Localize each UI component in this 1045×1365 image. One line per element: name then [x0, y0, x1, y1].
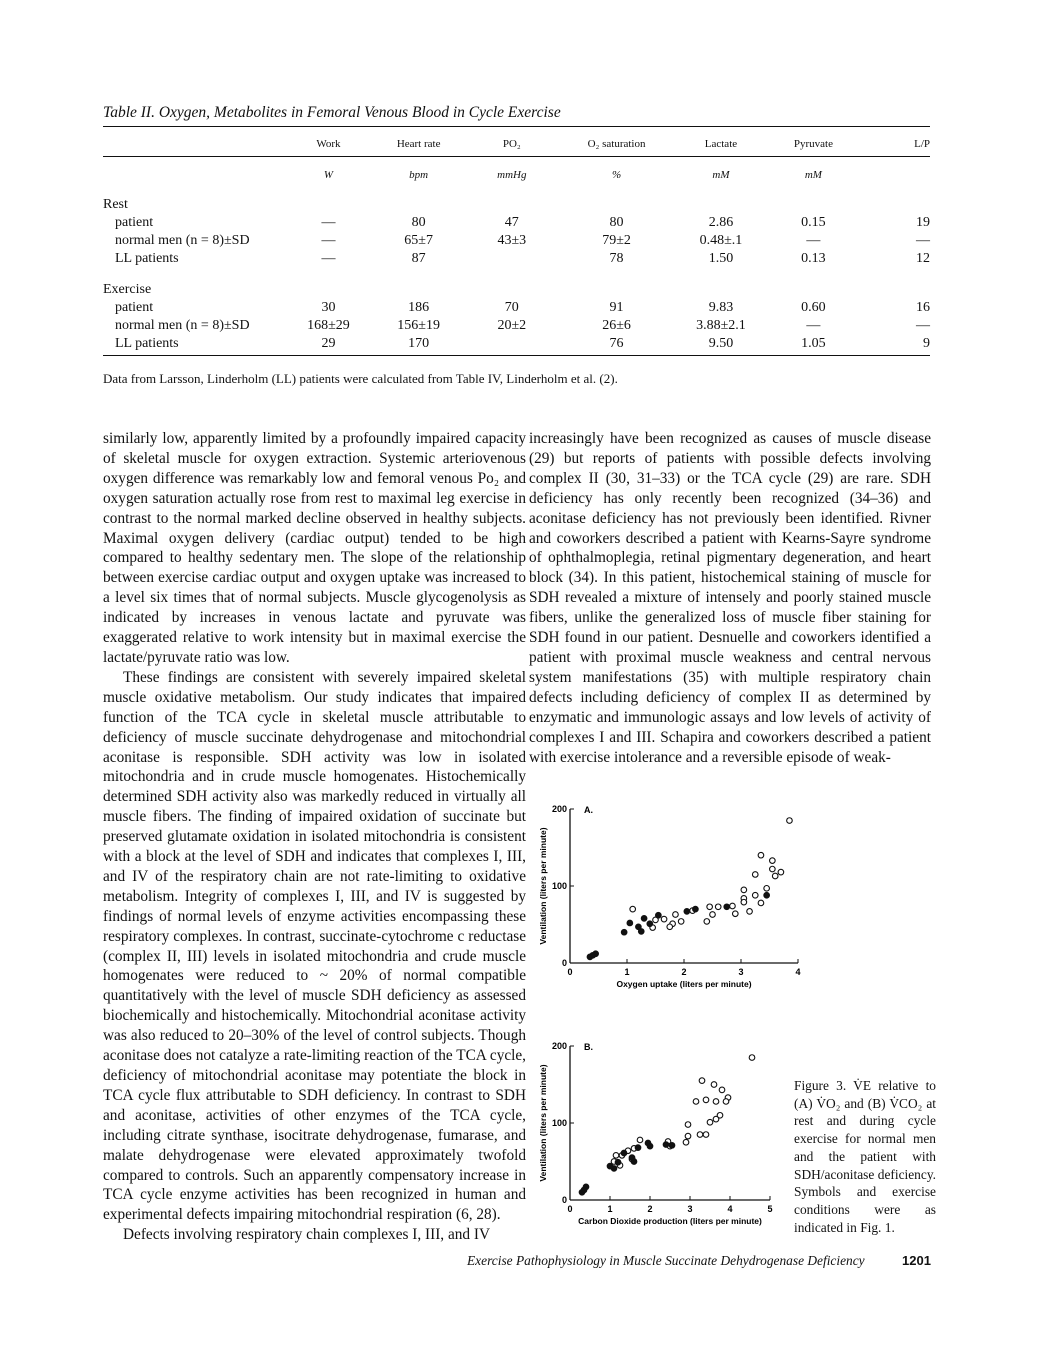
data-point-open: [741, 887, 747, 893]
table-header-cell: L/P: [914, 138, 930, 150]
data-point-open: [715, 904, 721, 910]
x-tick-label: 2: [681, 967, 687, 977]
data-point-filled: [684, 909, 690, 915]
table-cell: 9: [923, 336, 930, 351]
data-point-open: [723, 1099, 729, 1105]
table-cell: 2.86: [708, 215, 734, 230]
table-cell: 0.48±.1: [699, 233, 743, 248]
table-cell: [470, 268, 554, 299]
body-paragraph: similarly low, apparently limited by a profoundly impaired capacity of skeletal muscle for oxygen extraction. Systemic arteriovenous oxygen difference was remarkably low and femoral venous Po₂ and oxygen saturation actually rose from rest to maximal leg exercise in contrast to the normal marked decline observed in healthy subjects. Maximal oxygen delivery (cardiac output) tended to be high compared to healthy sedentary men. The slope of the relationship between exercise cardiac output and oxygen uptake was increased to a level six times that of normal subjects. Muscle glycogenolysis as indicated by increases in venous lactate and pyruvate was exaggerated relative to work intensity but in maximal exercise the lactate/pyruvate ratio was low.: [103, 430, 526, 666]
data-point-filled: [631, 1159, 637, 1165]
table-header-cell: O₂ saturation: [587, 138, 646, 150]
table-cell: [554, 268, 680, 299]
table-cell: [762, 268, 864, 299]
table-cell: 19: [916, 215, 930, 230]
data-point-open: [764, 886, 770, 892]
table-row-label: LL patients: [115, 251, 179, 266]
data-point-open: [697, 1132, 703, 1138]
table-cell: 65±7: [404, 233, 433, 248]
data-point-open: [661, 916, 667, 922]
data-point-open: [704, 919, 710, 925]
table-unit-cell: bpm: [409, 169, 429, 181]
x-tick-label: 4: [795, 967, 801, 977]
data-point-open: [713, 1116, 719, 1122]
table-cell: [762, 187, 864, 214]
table-cell: [679, 187, 762, 214]
data-point-open: [711, 1082, 717, 1088]
table-cell: 186: [408, 300, 430, 315]
table-cell: 9.83: [708, 300, 734, 315]
y-tick-label: 0: [561, 1195, 567, 1205]
data-point-filled: [615, 1159, 621, 1165]
data-point-filled: [647, 1143, 653, 1149]
page-number: 1201: [902, 1253, 931, 1268]
y-tick-label: 200: [551, 1041, 567, 1051]
x-tick-label: 0: [567, 1204, 573, 1214]
data-point-open: [787, 818, 793, 824]
y-axis-label: Ventilation (liters per minute): [538, 1064, 548, 1182]
data-point-filled: [641, 916, 647, 922]
table-header-cell: PO₂: [502, 138, 521, 150]
data-point-open: [770, 858, 776, 864]
data-point-open: [730, 903, 736, 909]
data-point-open: [685, 1122, 691, 1128]
data-point-open: [707, 904, 713, 910]
table-unit-cell: mmHg: [497, 169, 527, 181]
figure-3a-chart: [525, 785, 801, 995]
body-paragraph: increasingly have been recognized as causes of muscle disease (29) but reports of patients with possible defects involving complex II (30, 31–33) or the TCA cycle (29) are rare. SDH deficiency has only recently been recognized (34–36) and aconitase deficiency has not previously been identified. Rivner and coworkers described a patient with Kearns-Sayre syndrome of ophthalmoplegia, retinal pigmentary degeneration, and heart block (34). In this patient, histochemical staining of muscle for SDH revealed a mixture of intensely and poorly stained muscle fibers, unlike the generalized loss of muscle fiber staining for SDH found in our patient. Desnuelle and coworkers identified a patient with proximal muscle weakness and central nervous system manifestations (35) with multiple respiratory chain defects including deficiency of complex II as determined by enzymatic and immunologic assays and low levels of activity of complexes I and III. Schapira and coworkers described a patient with exercise intolerance and a reversible episode of weak-: [529, 430, 931, 766]
data-point-open: [778, 869, 784, 875]
data-point-filled: [764, 892, 770, 898]
table-cell: 47: [504, 215, 519, 230]
data-point-open: [719, 1087, 725, 1093]
data-point-filled: [663, 1142, 669, 1148]
table-top-rule: [103, 126, 930, 127]
data-table: [103, 128, 930, 353]
y-tick-label: 0: [561, 958, 567, 968]
table-row-label: patient: [115, 300, 154, 315]
data-point-filled: [590, 953, 596, 959]
table-cell: 30: [321, 300, 336, 315]
data-point-open: [703, 1132, 709, 1138]
panel-label: A.: [584, 805, 593, 815]
data-point-filled: [621, 1150, 627, 1156]
table-row-label: LL patients: [115, 336, 179, 351]
table-cell: —: [806, 233, 821, 248]
table-cell: 12: [916, 251, 930, 266]
table-caption: Table II. Oxygen, Metabolites in Femoral Venous Blood in Cycle Exercise: [103, 104, 561, 121]
body-paragraph: Defects involving respiratory chain complexes I, III, and IV: [123, 1226, 490, 1244]
data-point-open: [630, 906, 636, 912]
y-axis-label: Ventilation (liters per minute): [538, 827, 548, 945]
table-unit-cell: %: [611, 169, 622, 181]
x-tick-label: 2: [647, 1204, 653, 1214]
table-cell: 70: [504, 300, 519, 315]
table-cell: 170: [408, 336, 430, 351]
data-point-filled: [581, 1187, 587, 1193]
data-point-open: [733, 911, 739, 917]
table-cell: 79±2: [602, 233, 631, 248]
data-point-filled: [638, 929, 644, 935]
table-cell: 1.05: [801, 336, 826, 351]
data-point-open: [707, 1119, 713, 1125]
x-axis-label: Carbon Dioxide production (liters per minute): [578, 1216, 762, 1226]
data-point-open: [667, 924, 673, 930]
data-point-filled: [635, 1145, 641, 1151]
table-cell: —: [321, 233, 336, 248]
table-cell: 80: [609, 215, 624, 230]
x-tick-label: 4: [727, 1204, 733, 1214]
table-bottom-rule: [103, 355, 930, 356]
x-tick-label: 3: [738, 967, 744, 977]
table-cell: 156±19: [397, 318, 440, 333]
table-cell: [470, 187, 554, 214]
body-paragraph: These findings are consistent with severely impaired skeletal muscle oxidative metabolism. Our study indicates that impaired function of the TCA cycle in skeletal muscle attributable to deficiency of muscle succinate dehydrogenase and mitochondrial aconitase is responsible. SDH activity was low in isolated mitochondria and in crude muscle homogenates. Histochemically determined SDH activity also was markedly reduced in virtually all muscle fibers. The finding of impaired oxidation of succinate but preserved glutamate oxidation in isolated mitochondria is consistent with a block at the level of SDH and indicates that complexes I, III, and IV of the respiratory chain are not rate-limiting to oxidative metabolism. Integrity of complexes I, III, and IV is suggested by findings of normal levels of enzyme activities encompassing these respiratory complexes. In contrast, succinate-cytochrome c reductase (complex II, III) levels in isolated mitochondria and crude muscle homogenates were reduced to ~ 20% of normal compatible quantitatively with the level of muscle SDH deficiency as assessed biochemically and histochemically. Mitochondrial aconitase activity was also reduced to 20–30% of the level of control subjects. Though aconitase does not catalyze a rate-limiting reaction of the TCA cycle, deficiency of mitochondrial aconitase may potentiate the block in TCA cycle flux attributable to SDH deficiency. In contrast to SDH and aconitase, activities of other enzymes of the TCA cycle, including citrate synthase, isocitrate dehydrogenase, fumarase, and malate dehydrogenase were elevated approximately twofold compared to controls. Such an apparently compensatory increase in TCA cycle enzyme activities has been recognized in human and experimental defects impairing mitochondrial respiration (6, 28).: [103, 668, 526, 1224]
table-cell: 9.50: [708, 336, 734, 351]
data-point-open: [693, 1099, 699, 1105]
table-note: Data from Larsson, Linderholm (LL) patients were calculated from Table IV, Linderholm et al. (2).: [103, 371, 618, 386]
table-section-title: Rest: [103, 197, 128, 212]
data-point-open: [758, 852, 764, 858]
table-cell: 0.60: [801, 300, 826, 315]
table-cell: [290, 187, 368, 214]
table-unit-stub: [103, 163, 290, 187]
table-cell: 78: [609, 251, 624, 266]
data-point-open: [710, 912, 716, 918]
table-cell: 26±6: [602, 318, 631, 333]
data-point-filled: [669, 1143, 675, 1149]
x-tick-label: 3: [687, 1204, 693, 1214]
table-cell: 20±2: [497, 318, 527, 333]
table-cell: —: [321, 251, 336, 266]
x-tick-label: 1: [624, 967, 630, 977]
x-axis-label: Oxygen uptake (liters per minute): [616, 979, 752, 989]
table-row-label: patient: [115, 215, 154, 230]
table-cell: 87: [411, 251, 426, 266]
table-cell: 16: [916, 300, 930, 315]
data-point-open: [752, 892, 758, 898]
data-point-open: [758, 900, 764, 906]
data-point-open: [747, 909, 753, 915]
table-unit-cell: mM: [712, 169, 730, 181]
body-column-right: [529, 429, 931, 767]
table-row-label: normal men (n = 8)±SD: [115, 233, 250, 248]
table-cell: [470, 250, 554, 268]
data-point-open: [637, 1137, 643, 1143]
table-cell: 91: [609, 300, 624, 315]
table-unit-cell: [864, 163, 930, 187]
data-point-open: [678, 919, 684, 925]
table-cell: 1.50: [708, 251, 734, 266]
data-point-open: [749, 1055, 755, 1061]
table-cell: [290, 268, 368, 299]
table-cell: 0.15: [801, 215, 826, 230]
table-cell: [679, 268, 762, 299]
data-point-open: [770, 866, 776, 872]
table-cell: —: [321, 215, 336, 230]
running-head: Exercise Pathophysiology in Muscle Succinate Dehydrogenase Deficiency: [467, 1253, 865, 1268]
data-point-open: [703, 1097, 709, 1103]
table-cell: 43±3: [497, 233, 527, 248]
table-cell: [367, 268, 470, 299]
body-column-left: [103, 429, 526, 1245]
x-tick-label: 0: [567, 967, 573, 977]
table-header-cell: Pyruvate: [793, 138, 833, 150]
data-point-open: [673, 912, 679, 918]
table-unit-cell: W: [323, 169, 334, 181]
table-cell: 80: [411, 215, 426, 230]
table-header-cell: Heart rate: [396, 138, 441, 150]
table-cell: —: [916, 233, 930, 248]
data-point-open: [613, 1153, 619, 1159]
table-header-stub: [103, 128, 290, 163]
data-point-filled: [647, 921, 653, 927]
data-point-open: [752, 872, 758, 878]
data-point-filled: [621, 929, 627, 935]
figure-3b-chart: [525, 1010, 785, 1230]
table-row-label: normal men (n = 8)±SD: [115, 318, 250, 333]
table-cell: 0.13: [801, 251, 826, 266]
data-point-open: [699, 1078, 705, 1084]
data-point-filled: [611, 1166, 617, 1172]
table-header-cell: Lactate: [704, 138, 738, 150]
table-cell: —: [916, 318, 930, 333]
data-point-open: [683, 1139, 689, 1145]
table-cell: —: [806, 318, 821, 333]
table-cell: 29: [321, 336, 336, 351]
table-cell: [864, 268, 930, 299]
panel-label: B.: [584, 1042, 593, 1052]
table-cell: [864, 187, 930, 214]
table-header-cell: Work: [316, 138, 341, 150]
x-tick-label: 5: [767, 1204, 773, 1214]
data-point-filled: [724, 904, 730, 910]
y-tick-label: 100: [551, 1118, 567, 1128]
table-cell: [367, 187, 470, 214]
data-point-open: [685, 1133, 691, 1139]
data-point-open: [772, 873, 778, 879]
table-cell: 3.88±2.1: [696, 318, 746, 333]
y-tick-label: 200: [551, 804, 567, 814]
table-cell: [470, 335, 554, 353]
data-point-open: [713, 1099, 719, 1105]
table-section-title: Exercise: [103, 282, 152, 297]
data-point-filled: [693, 906, 699, 912]
data-point-filled: [627, 920, 633, 926]
data-point-filled: [656, 912, 662, 918]
y-tick-label: 100: [551, 881, 567, 891]
figure-caption: Figure 3. V̇E relative to (A) V̇O₂ and (B) V̇CO₂ at rest and during cycle exercise for normal men and the patient with SDH/aconitase deficiency. Symbols and exercise conditions were as indicated in Fig. 1.: [794, 1078, 936, 1235]
table-unit-cell: mM: [804, 169, 822, 181]
data-point-open: [741, 899, 747, 905]
table-cell: 76: [609, 336, 624, 351]
table-cell: 168±29: [307, 318, 350, 333]
x-tick-label: 1: [607, 1204, 613, 1214]
table-cell: [554, 187, 680, 214]
